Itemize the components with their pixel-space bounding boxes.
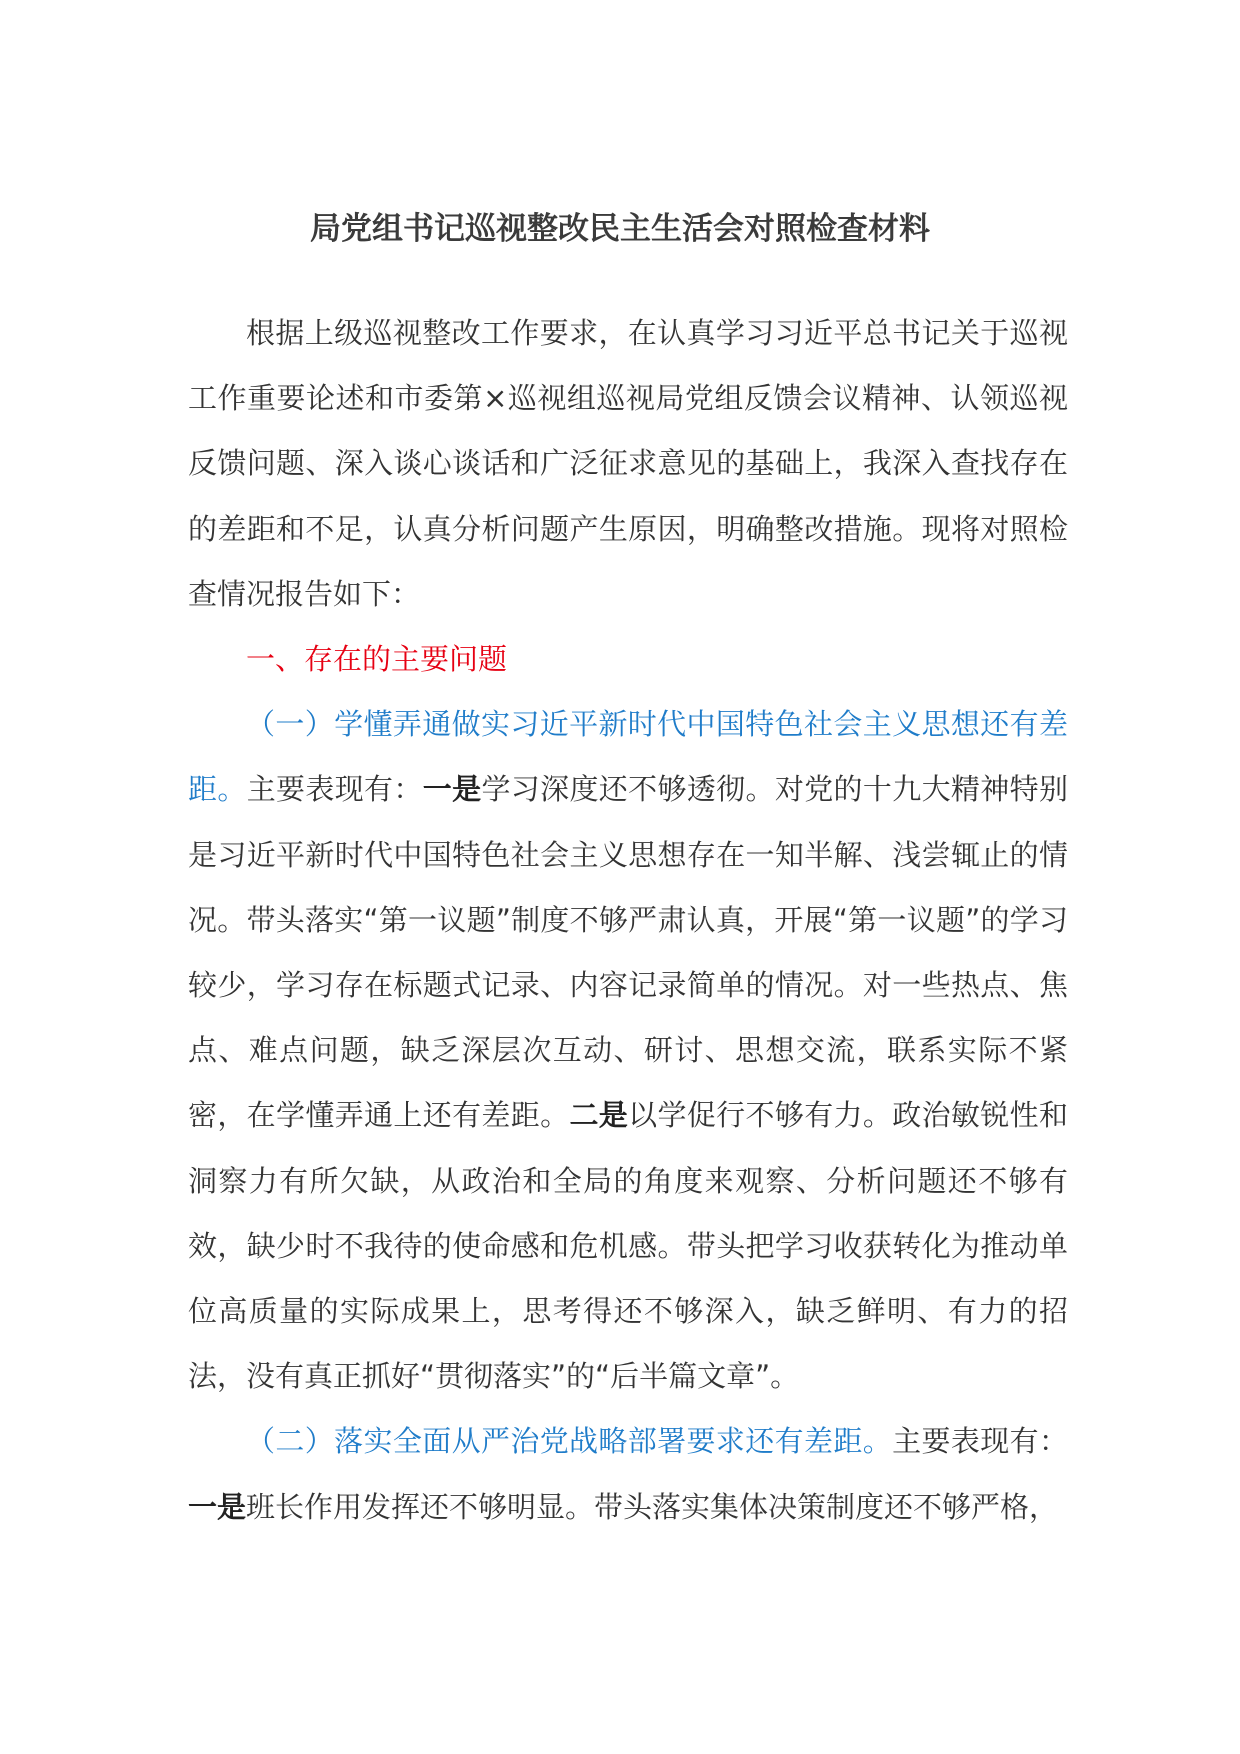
section-heading-main-problems: 一、存在的主要问题: [246, 642, 508, 677]
subsection-2-point-1-label: 一是: [188, 1489, 247, 1524]
subsection-1-point-1-text: 学习深度还不够透彻。对党的十九大精神特别是习近平新时代中国特色社会主义思想存在一知半解、浅尝辄止的情况。带头落实“第一议题”制度不够严肃认真，开展“第一议题”的学习较少，学习存在标题式记录、内容记录简单的情况。对一些热点、焦点、难点问题，缺乏深层次互动、研讨、思想交流，联系实际不紧密，在学懂弄通上还有差距。: [188, 772, 1068, 1133]
subsection-2-lead: 主要表现有：: [892, 1424, 1068, 1459]
intro-paragraph: 根据上级巡视整改工作要求，在认真学习习近平总书记关于巡视工作重要论述和市委第×巡视组巡视局党组反馈会议精神、认领巡视反馈问题、深入谈心谈话和广泛征求意见的基础上，我深入查找存在的差距和不足，认真分析问题产生原因，明确整改措施。现将对照检查情况报告如下：: [188, 316, 1068, 611]
subsection-1-point-1-label: 一是: [422, 772, 482, 807]
subsection-2-paragraph: [188, 1409, 1068, 1539]
subsection-1-point-2-label: 二是: [569, 1098, 629, 1133]
subsection-1-lead: 主要表现有：: [246, 772, 423, 807]
document-title: 局党组书记巡视整改民主生活会对照检查材料: [310, 211, 930, 247]
subsection-1-heading: （一）学懂弄通做实习近平新时代中国特色社会主义思想还有差距。: [188, 707, 1068, 807]
subsection-2-heading: （二）落实全面从严治党战略部署要求还有差距。: [246, 1424, 893, 1459]
subsection-2-point-1-text: 班长作用发挥还不够明显。带头落实集体决策制度还不够严格，: [246, 1489, 1059, 1524]
subsection-1-point-2-text: 以学促行不够有力。政治敏锐性和洞察力有所欠缺，从政治和全局的角度来观察、分析问题还不够有效，缺少时不我待的使命感和危机感。带头把学习收获转化为推动单位高质量的实际成果上，思考得还不够深入，缺乏鲜明、有力的招法，没有真正抓好“贯彻落实”的“后半篇文章”。: [188, 1098, 1068, 1394]
document-body: [188, 301, 1068, 1540]
subsection-1-paragraph: [188, 692, 1068, 1409]
